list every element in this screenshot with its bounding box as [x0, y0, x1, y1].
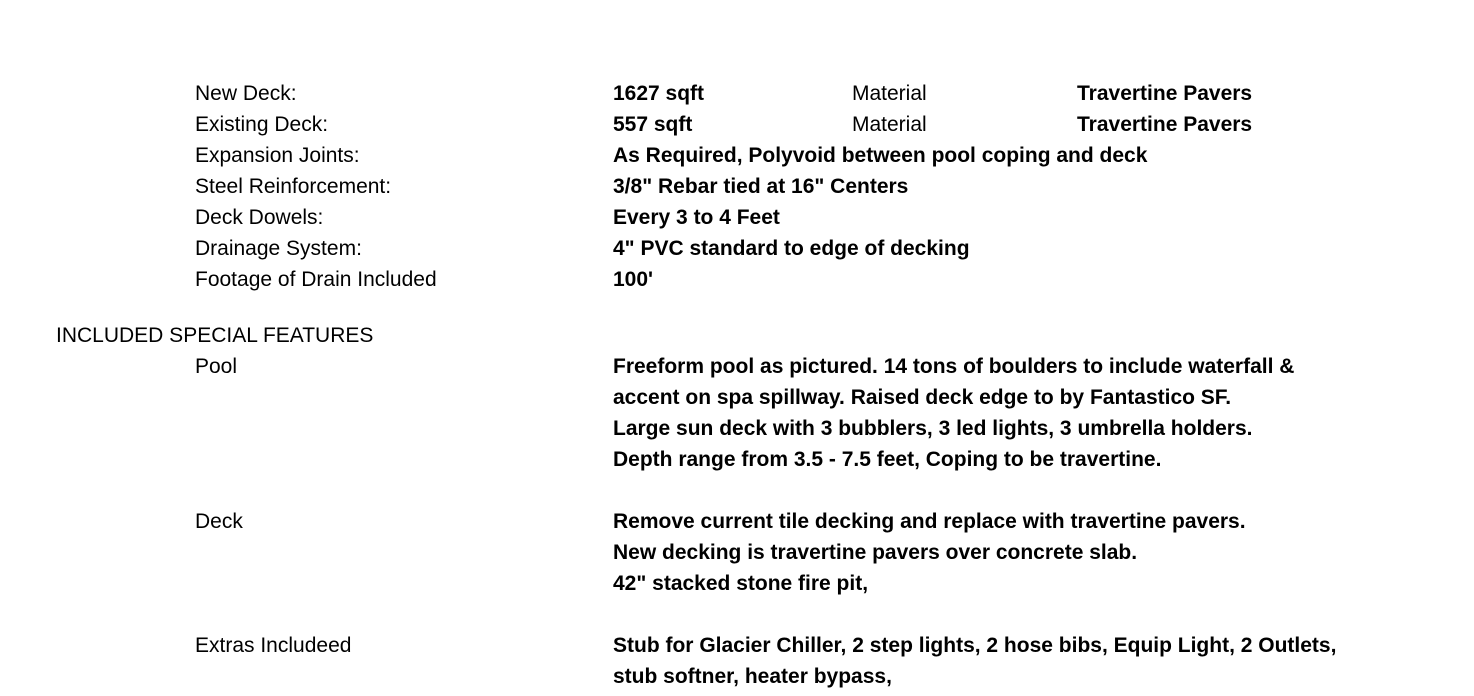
extras-description-line: Stub for Glacier Chiller, 2 step lights, 2 hose bibs, Equip Light, 2 Outlets, — [613, 634, 1337, 657]
expansion-joints-value: As Required, Polyvoid between pool coping and deck — [613, 144, 1148, 167]
drain-footage-value: 100' — [613, 268, 654, 291]
existing-deck-value: 557 sqft — [613, 113, 693, 136]
deck-description-line: 42" stacked stone fire pit, — [613, 572, 869, 595]
steel-reinforcement-value: 3/8" Rebar tied at 16" Centers — [613, 175, 909, 198]
special-features-heading: INCLUDED SPECIAL FEATURES — [56, 324, 374, 347]
drainage-system-label: Drainage System: — [195, 237, 362, 260]
deck-description-line: Remove current tile decking and replace with travertine pavers. — [613, 510, 1246, 533]
existing-deck-material-label: Material — [852, 113, 927, 136]
new-deck-label: New Deck: — [195, 82, 297, 105]
pool-description-line: Freeform pool as pictured. 14 tons of boulders to include waterfall & — [613, 355, 1295, 378]
deck-dowels-label: Deck Dowels: — [195, 206, 324, 229]
pool-description-line: accent on spa spillway. Raised deck edge to by Fantastico SF. — [613, 386, 1232, 409]
extras-label: Extras Includeed — [195, 634, 352, 657]
pool-description-line: Large sun deck with 3 bubblers, 3 led lights, 3 umbrella holders. — [613, 417, 1253, 440]
steel-reinforcement-label: Steel Reinforcement: — [195, 175, 392, 198]
drain-footage-label: Footage of Drain Included — [195, 268, 437, 291]
deck-dowels-value: Every 3 to 4 Feet — [613, 206, 780, 229]
drainage-system-value: 4" PVC standard to edge of decking — [613, 237, 970, 260]
new-deck-material-label: Material — [852, 82, 927, 105]
existing-deck-material-value: Travertine Pavers — [1077, 113, 1253, 136]
expansion-joints-label: Expansion Joints: — [195, 144, 360, 167]
existing-deck-label: Existing Deck: — [195, 113, 329, 136]
pool-label: Pool — [195, 355, 238, 378]
deck-description-line: New decking is travertine pavers over concrete slab. — [613, 541, 1138, 564]
pool-description-line: Depth range from 3.5 - 7.5 feet, Coping to be travertine. — [613, 448, 1162, 471]
new-deck-value: 1627 sqft — [613, 82, 705, 105]
deck-label: Deck — [195, 510, 243, 533]
extras-description-line: stub softner, heater bypass, — [613, 665, 892, 688]
new-deck-material-value: Travertine Pavers — [1077, 82, 1253, 105]
